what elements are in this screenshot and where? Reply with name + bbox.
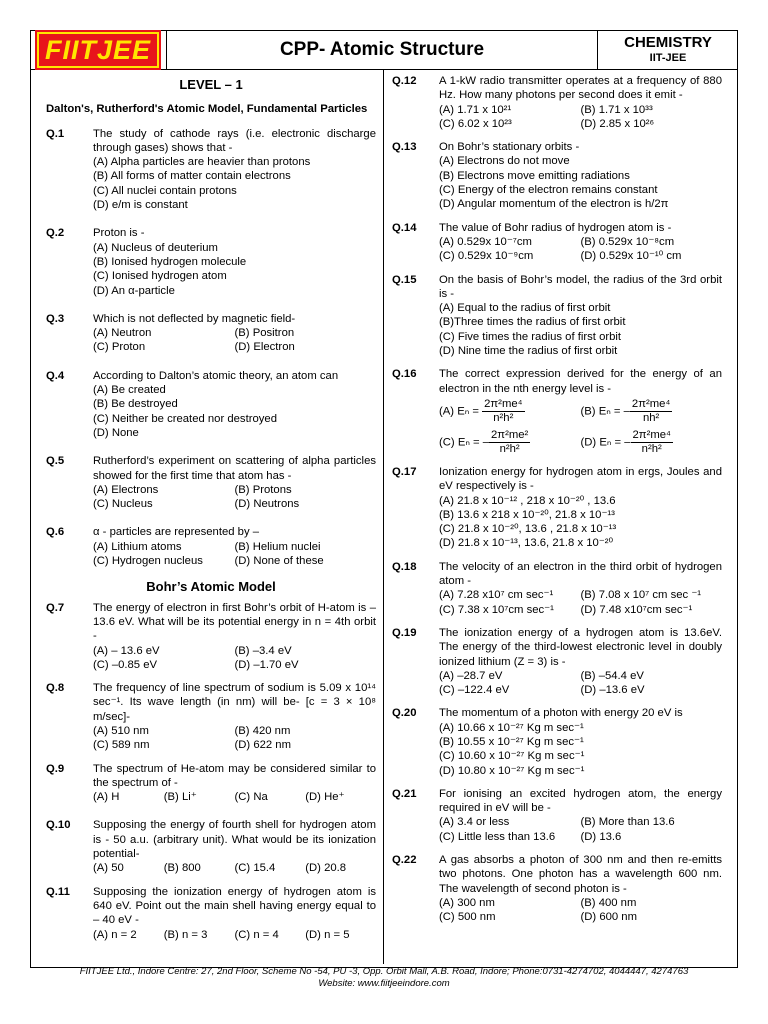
column-divider — [383, 70, 384, 964]
option-c: (C) –122.4 eV — [439, 684, 510, 697]
option-b: (B) –3.4 eV — [234, 644, 292, 657]
question-1 — [46, 127, 376, 213]
question-stem: α - particles are represented by – — [93, 526, 260, 539]
question-6 — [46, 525, 376, 568]
question-16 — [392, 367, 722, 456]
option-d — [581, 429, 723, 456]
option-d: (D) 622 nm — [234, 739, 292, 752]
question-19 — [392, 626, 722, 697]
option-a — [439, 398, 581, 425]
question-number: Q.8 — [46, 682, 65, 695]
question-4 — [46, 369, 376, 440]
question-stem: The momentum of a photon with energy 20 eV is — [439, 707, 683, 720]
option-c: (C) 15.4 — [234, 862, 276, 875]
question-stem: Supposing the energy of fourth shell for hydrogen atom is - 50 a.u. (arbitrary unit). What would be its ionization potential- — [93, 819, 376, 861]
question-number: Q.12 — [392, 75, 417, 87]
option-b: (B) 13.6 x 218 x 10⁻²⁰, 21.8 x 10⁻¹³ — [439, 508, 615, 521]
option-b: (B) 400 nm — [580, 896, 637, 909]
option-b: (B) 800 — [163, 862, 201, 875]
option-b: (B) Positron — [234, 327, 295, 340]
option-a-numerator: 2π²me⁴ — [484, 397, 523, 410]
subject-cell — [597, 30, 738, 69]
question-number: Q.20 — [392, 707, 417, 720]
option-d: (D) 13.6 — [580, 830, 622, 843]
question-number: Q.4 — [46, 369, 65, 382]
option-d: (D) e/m is constant — [93, 199, 188, 212]
question-stem: The ionization energy of a hydrogen atom is 13.6eV. The energy of the third-lowest electronic level in doubly ionized lithium (Z = 3) is - — [439, 626, 722, 668]
question-18 — [392, 560, 722, 617]
option-d: (D) Electron — [234, 341, 295, 354]
option-c: (C) 589 nm — [93, 739, 150, 752]
option-a: (A) 0.529x 10⁻⁷cm — [439, 235, 532, 248]
question-number: Q.7 — [46, 601, 65, 614]
option-c: (C) Energy of the electron remains constant — [439, 184, 658, 197]
question-number: Q.17 — [392, 465, 417, 478]
option-a: (A) 21.8 x 10⁻¹² , 218 x 10⁻²⁰ , 13.6 — [439, 494, 616, 507]
question-stem: Rutherford’s experiment on scattering of alpha particles showed for the first time that atom has - — [93, 455, 376, 482]
option-b: (B) –54.4 eV — [580, 669, 644, 682]
subject-label: CHEMISTRY — [624, 34, 712, 52]
option-c: (C) n = 4 — [234, 928, 279, 941]
question-number: Q.18 — [392, 560, 417, 573]
question-number: Q.2 — [46, 227, 65, 240]
question-10 — [46, 818, 376, 875]
option-b: (B) More than 13.6 — [580, 816, 675, 829]
option-d: (D) Angular momentum of the electron is h/2π — [439, 198, 669, 211]
question-stem: Ionization energy for hydrogen atom in ergs, Joules and eV respectively is - — [439, 465, 722, 493]
question-number: Q.1 — [46, 127, 65, 140]
question-2 — [46, 226, 376, 297]
option-b: (B) Ionised hydrogen molecule — [93, 255, 247, 268]
option-d: (D) 10.80 x 10⁻²⁷ Kg m sec⁻¹ — [439, 764, 585, 777]
option-d-numerator: 2π²me⁴ — [632, 428, 671, 441]
option-d: (D) 21.8 x 10⁻¹³, 13.6, 21.8 x 10⁻²⁰ — [439, 537, 614, 550]
question-11 — [46, 885, 376, 942]
option-a: (A) 7.28 x10⁷ cm sec⁻¹ — [439, 589, 554, 602]
option-a: (A) Electrons do not move — [439, 155, 570, 168]
option-d: (D) An α-particle — [93, 284, 175, 297]
question-7 — [46, 601, 376, 672]
section-heading-bohr: Bohr’s Atomic Model — [146, 579, 276, 595]
option-c: (C) Ionised hydrogen atom — [93, 270, 227, 283]
option-a: (A) H — [93, 791, 120, 804]
question-stem: A gas absorbs a photon of 300 nm and then re-emitts two photons. One photon has a wavelength 600 nm. The wavelength of second photon is - — [439, 854, 722, 895]
question-stem: The value of Bohr radius of hydrogen atom is - — [439, 221, 672, 234]
option-b: (B) Li⁺ — [163, 791, 197, 804]
option-c: (C) 7.38 x 10⁷cm sec⁻¹ — [439, 603, 554, 616]
question-stem: Supposing the ionization energy of hydrogen atom is 640 eV. Point out the main shell having energy equal to – 40 eV - — [93, 885, 376, 927]
question-number: Q.15 — [392, 273, 417, 286]
question-stem: A 1-kW radio transmitter operates at a frequency of 880 Hz. How many photons per second does it emit - — [439, 75, 722, 102]
option-d: (D) n = 5 — [305, 928, 350, 941]
option-b: (B) 420 nm — [234, 724, 291, 737]
option-a: (A) Electrons — [93, 483, 159, 496]
option-b: (B) Helium nuclei — [234, 540, 321, 553]
option-a: (A) n = 2 — [93, 928, 137, 941]
option-d: (D) –13.6 eV — [580, 684, 645, 697]
option-c: (C) Neither be created nor destroyed — [93, 412, 277, 425]
question-stem: The velocity of an electron in the third orbit of hydrogen atom - — [439, 560, 722, 588]
question-number: Q.6 — [46, 526, 65, 539]
question-number: Q.13 — [392, 141, 417, 154]
option-c: (C) Proton — [93, 341, 146, 354]
question-17 — [392, 465, 722, 551]
option-c-prefix: (C) Eₙ = – — [439, 436, 490, 449]
question-8 — [46, 681, 376, 752]
option-a: (A) 3.4 or less — [439, 816, 510, 829]
question-stem: For ionising an excited hydrogen atom, the energy required in eV will be - — [439, 787, 722, 815]
question-number: Q.21 — [392, 787, 417, 800]
question-3 — [46, 312, 376, 355]
option-b: (B)Three times the radius of first orbit — [439, 316, 626, 329]
section-heading-fundamentals: Dalton's, Rutherford's Atomic Model, Fundamental Particles — [46, 103, 368, 116]
question-5 — [46, 454, 376, 511]
page-title: CPP- Atomic Structure — [279, 38, 485, 60]
footer-address: FIITJEE Ltd., Indore Centre: 27, 2nd Floor, Scheme No -54, PU -3, Opp. Orbit Mall, A.B. Road, Indore; Phone:0731-4274702, 4044447, 4274763 — [79, 966, 689, 977]
option-d: (D) –1.70 eV — [234, 658, 299, 671]
option-d: (D) 600 nm — [580, 911, 638, 924]
question-number: Q.22 — [392, 854, 417, 867]
right-column — [392, 74, 722, 934]
option-c-denominator: n²h² — [499, 442, 520, 455]
question-stem: The energy of electron in first Bohr’s orbit of H-atom is –13.6 eV. What will be its potential energy in n = 4th orbit - — [93, 601, 376, 643]
option-b-denominator: nh² — [642, 411, 660, 424]
option-d: (D) Neutrons — [234, 498, 300, 511]
option-a: (A) 300 nm — [439, 896, 495, 909]
question-stem: The frequency of line spectrum of sodium is 5.09 x 10¹⁴ sec⁻¹. Its wave length (in nm) will be- [c = 3 × 10⁸ m/sec]- — [93, 682, 376, 723]
exam-label: IIT-JEE — [649, 51, 687, 64]
option-a: (A) 10.66 x 10⁻²⁷ Kg m sec⁻¹ — [439, 721, 584, 734]
option-a: (A) Neutron — [93, 327, 152, 340]
question-number: Q.11 — [46, 885, 70, 898]
question-15 — [392, 273, 722, 359]
option-a: (A) 510 nm — [93, 724, 149, 737]
option-b-numerator: 2π²me⁴ — [631, 397, 671, 410]
option-b: (B) n = 3 — [163, 928, 208, 941]
question-stem: According to Dalton’s atomic theory, an atom can — [93, 369, 339, 382]
option-a: (A) – 13.6 eV — [93, 644, 160, 657]
question-number: Q.16 — [392, 368, 417, 381]
option-c: (C) Nucleus — [93, 498, 153, 511]
option-a: (A) Nucleus of deuterium — [93, 241, 218, 254]
option-d: (D) 7.48 x10⁷cm sec⁻¹ — [580, 603, 693, 616]
option-c: (C) 500 nm — [439, 911, 496, 924]
option-b: (B) 0.529x 10⁻⁸cm — [580, 235, 675, 248]
question-9 — [46, 762, 376, 805]
page-footer — [30, 966, 738, 990]
option-d: (D) 0.529x 10⁻¹⁰ cm — [580, 250, 682, 263]
option-b: (B) 1.71 x 10³³ — [580, 103, 653, 116]
option-b: (B) Electrons move emitting radiations — [439, 169, 630, 182]
question-stem: The correct expression derived for the energy of an electron in the nth energy level is - — [439, 368, 722, 395]
option-b-prefix: (B) Eₙ = – — [580, 405, 630, 418]
question-20 — [392, 706, 722, 777]
option-d-denominator: n²h² — [641, 442, 662, 455]
question-stem: On the basis of Bohr’s model, the radius of the 3rd orbit is - — [439, 273, 722, 300]
option-d: (D) None — [93, 426, 139, 439]
footer-website: Website: www.fiitjeeindore.com — [318, 978, 450, 989]
option-c: (C) All nuclei contain protons — [93, 184, 237, 197]
option-d-prefix: (D) Eₙ = – — [580, 436, 631, 449]
level-heading: LEVEL – 1 — [179, 77, 243, 92]
option-a: (A) Equal to the radius of first orbit — [439, 302, 611, 315]
question-stem: On Bohr’s stationary orbits - — [439, 141, 580, 154]
option-a: (A) Alpha particles are heavier than protons — [93, 156, 311, 169]
option-c: (C) Hydrogen nucleus — [93, 555, 203, 568]
question-stem: Proton is - — [93, 227, 145, 240]
logo-cell — [30, 30, 167, 69]
option-b — [581, 398, 723, 425]
option-c: (C) 10.60 x 10⁻²⁷ Kg m sec⁻¹ — [439, 750, 585, 763]
option-c-numerator: 2π²me² — [491, 428, 529, 441]
option-c: (C) 21.8 x 10⁻²⁰, 13.6 , 21.8 x 10⁻¹³ — [439, 523, 617, 536]
question-13 — [392, 140, 722, 211]
fiitjee-logo: FIITJEE — [37, 32, 159, 68]
option-c: (C) Na — [234, 791, 268, 804]
option-d: (D) He⁺ — [305, 791, 345, 804]
option-c: (C) 6.02 x 10²³ — [439, 117, 512, 130]
option-b: (B) Be destroyed — [93, 398, 178, 411]
option-a: (A) –28.7 eV — [439, 669, 503, 682]
question-14 — [392, 221, 722, 264]
question-stem: The spectrum of He-atom may be considered similar to the spectrum of - — [93, 762, 376, 789]
option-a-denominator: n²h² — [493, 411, 514, 424]
question-number: Q.19 — [392, 626, 417, 639]
option-b: (B) 10.55 x 10⁻²⁷ Kg m sec⁻¹ — [439, 735, 584, 748]
question-number: Q.5 — [46, 455, 65, 468]
option-c: (C) Little less than 13.6 — [439, 830, 556, 843]
question-number: Q.14 — [392, 221, 417, 234]
option-c — [439, 429, 581, 456]
option-a: (A) Be created — [93, 384, 166, 397]
option-c: (C) –0.85 eV — [93, 658, 158, 671]
option-d: (D) None of these — [234, 555, 324, 568]
option-c: (C) 0.529x 10⁻⁹cm — [439, 250, 534, 263]
option-d: (D) 2.85 x 10²⁶ — [580, 117, 655, 130]
option-b: (B) 7.08 x 10⁷ cm sec ⁻¹ — [580, 589, 702, 602]
option-a: (A) Lithium atoms — [93, 540, 182, 553]
left-column — [46, 74, 376, 951]
page-header — [30, 30, 738, 70]
question-stem: The study of cathode rays (i.e. electronic discharge through gases) shows that - — [93, 127, 376, 154]
question-number: Q.3 — [46, 312, 65, 325]
question-21 — [392, 787, 722, 844]
question-12 — [392, 74, 722, 131]
option-a-prefix: (A) Eₙ = — [439, 405, 483, 418]
option-a: (A) 1.71 x 10²¹ — [439, 103, 512, 116]
option-c: (C) Five times the radius of first orbit — [439, 330, 622, 343]
option-d: (D) Nine time the radius of first orbit — [439, 345, 618, 358]
option-d: (D) 20.8 — [305, 862, 347, 875]
question-22 — [392, 853, 722, 924]
question-number: Q.10 — [46, 819, 71, 832]
option-b: (B) Protons — [234, 483, 292, 496]
question-stem: Which is not deflected by magnetic field- — [93, 312, 296, 325]
option-b: (B) All forms of matter contain electrons — [93, 170, 291, 183]
option-a: (A) 50 — [93, 862, 124, 875]
question-number: Q.9 — [46, 762, 65, 775]
